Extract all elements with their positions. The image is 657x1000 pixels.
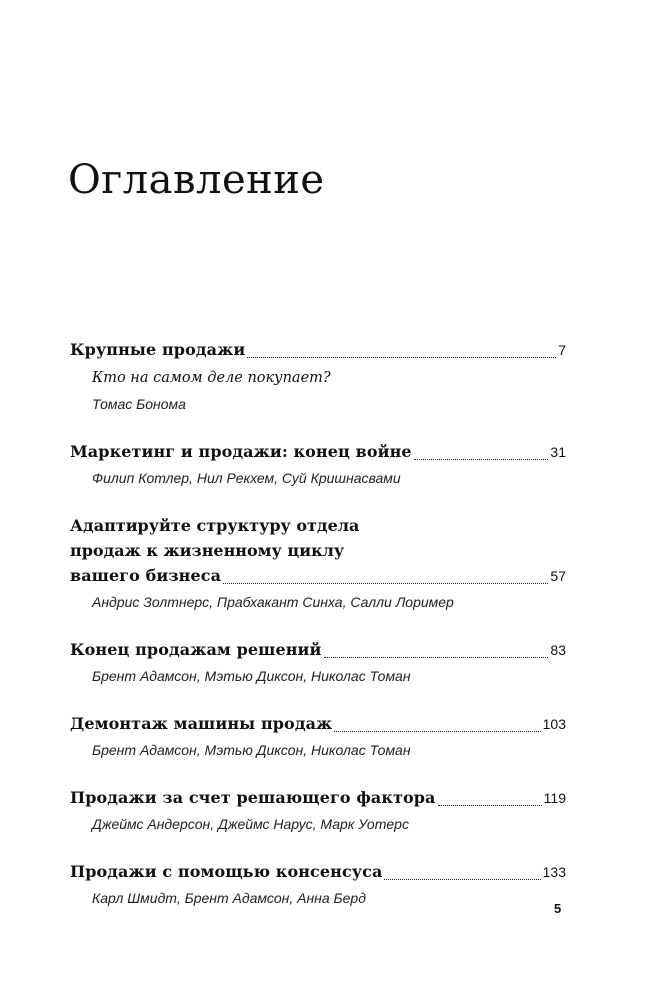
dot-leader — [324, 646, 549, 658]
toc-authors: Филип Котлер, Нил Рекхем, Суй Кришнасвами — [92, 470, 401, 486]
toc-title: вашего бизнеса — [70, 566, 222, 585]
dot-leader — [438, 794, 542, 806]
toc-authors: Томас Бонома — [92, 396, 186, 412]
dot-leader — [334, 720, 540, 732]
toc-title-row — [70, 439, 566, 465]
toc-authors: Карл Шмидт, Брент Адамсон, Анна Берд — [92, 890, 366, 906]
toc-title: Продажи за счет решающего фактора — [70, 788, 436, 807]
page-title: Оглавление — [68, 157, 325, 203]
toc-title-row — [70, 711, 566, 737]
toc-page-number: 57 — [550, 568, 566, 584]
dot-leader — [414, 448, 549, 460]
toc-title: Маркетинг и продажи: конец войне — [70, 442, 412, 461]
toc-entry — [70, 439, 566, 490]
toc-page-number: 7 — [558, 342, 566, 358]
toc-page-number: 83 — [550, 642, 566, 658]
toc-title: Крупные продажи — [70, 340, 246, 359]
toc-entry — [70, 711, 566, 762]
toc-page-number: 133 — [542, 864, 566, 880]
toc-page-number: 31 — [550, 444, 566, 460]
toc-title-row — [70, 337, 566, 363]
toc-subtitle: Кто на самом деле покупает? — [92, 370, 331, 386]
page-number-footer: 5 — [554, 901, 562, 916]
toc-title-line: Адаптируйте структуру отдела — [70, 516, 360, 535]
toc-title-row — [70, 785, 566, 811]
toc-title-row — [70, 859, 566, 885]
toc-authors: Брент Адамсон, Мэтью Диксон, Николас Томан — [92, 668, 411, 684]
toc-entry — [70, 637, 566, 688]
toc-title: Конец продажам решений — [70, 640, 322, 659]
toc-page-number: 119 — [543, 790, 566, 806]
toc-title-row — [70, 563, 566, 589]
toc-entry — [70, 785, 566, 836]
toc-entry — [70, 337, 566, 416]
toc-title: Продажи с помощью консенсуса — [70, 862, 383, 881]
table-of-contents — [70, 337, 566, 933]
toc-entry — [70, 513, 566, 614]
dot-leader — [223, 572, 548, 584]
toc-authors: Джеймс Андерсон, Джеймс Нарус, Марк Уотерс — [92, 816, 409, 832]
toc-title: Демонтаж машины продаж — [70, 714, 333, 733]
toc-authors: Андрис Золтнерс, Прабхакант Синха, Салли Лоример — [92, 594, 454, 610]
toc-title-line: продаж к жизненному циклу — [70, 541, 345, 560]
dot-leader — [247, 346, 556, 358]
dot-leader — [384, 868, 540, 880]
toc-page-number: 103 — [542, 716, 566, 732]
toc-title-row — [70, 637, 566, 663]
toc-entry — [70, 859, 566, 910]
toc-authors: Брент Адамсон, Мэтью Диксон, Николас Томан — [92, 742, 411, 758]
